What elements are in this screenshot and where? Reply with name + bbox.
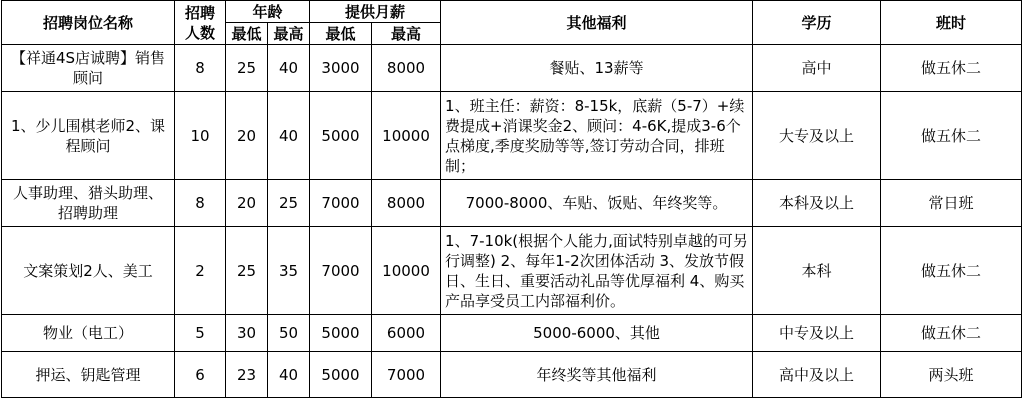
cell-age-max: 35: [268, 227, 310, 315]
cell-shift: 两头班: [881, 352, 1022, 398]
cell-salary-max: 8000: [372, 45, 441, 92]
cell-benefits: 餐贴、13薪等: [441, 45, 753, 92]
cell-position: 押运、钥匙管理: [2, 352, 175, 398]
header-salary: 提供月薪: [310, 1, 441, 23]
cell-headcount: 8: [175, 180, 226, 227]
cell-salary-max: 10000: [372, 227, 441, 315]
header-position: 招聘岗位名称: [2, 1, 175, 45]
table-row: [2, 315, 1022, 352]
cell-salary-min: 3000: [310, 45, 372, 92]
cell-salary-max: 7000: [372, 352, 441, 398]
cell-salary-min: 7000: [310, 180, 372, 227]
header-headcount-line1: 招聘: [184, 3, 215, 22]
cell-age-min: 23: [226, 352, 268, 398]
cell-salary-min: 7000: [310, 227, 372, 315]
cell-position: 1、少儿围棋老师2、课程顾问: [2, 92, 175, 180]
header-headcount: [175, 1, 226, 45]
cell-salary-max: 8000: [372, 180, 441, 227]
cell-salary-min: 5000: [310, 315, 372, 352]
header-salary-min: 最低: [310, 23, 372, 45]
cell-education: 大专及以上: [753, 92, 881, 180]
cell-benefits: 年终奖等其他福利: [441, 352, 753, 398]
table-row: [2, 227, 1022, 315]
cell-shift: 做五休二: [881, 92, 1022, 180]
cell-age-max: 40: [268, 45, 310, 92]
cell-position: 文案策划2人、美工: [2, 227, 175, 315]
cell-position: 【祥通4S店诚聘】销售顾问: [2, 45, 175, 92]
cell-headcount: 2: [175, 227, 226, 315]
cell-age-min: 20: [226, 180, 268, 227]
job-table: [1, 0, 1022, 398]
header-age-max: 最高: [268, 23, 310, 45]
cell-age-max: 40: [268, 92, 310, 180]
cell-age-min: 25: [226, 45, 268, 92]
cell-salary-min: 5000: [310, 352, 372, 398]
table-row: [2, 92, 1022, 180]
cell-shift: 做五休二: [881, 45, 1022, 92]
cell-age-max: 50: [268, 315, 310, 352]
table-row: [2, 180, 1022, 227]
cell-headcount: 10: [175, 92, 226, 180]
cell-education: 高中: [753, 45, 881, 92]
cell-benefits: 1、7-10k(根据个人能力,面试特别卓越的可另行调整) 2、每年1-2次团体活动 3、发放节假日、生日、重要活动礼品等优厚福利 4、购买产品享受员工内部福利价。: [441, 227, 753, 315]
cell-age-min: 20: [226, 92, 268, 180]
header-row-1: [2, 1, 1022, 23]
cell-age-min: 30: [226, 315, 268, 352]
cell-age-min: 25: [226, 227, 268, 315]
header-shift: 班时: [881, 1, 1022, 45]
cell-salary-max: 6000: [372, 315, 441, 352]
cell-benefits: 5000-6000、其他: [441, 315, 753, 352]
cell-salary-max: 10000: [372, 92, 441, 180]
table-row: [2, 352, 1022, 398]
table-row: [2, 45, 1022, 92]
cell-benefits: 7000-8000、车贴、饭贴、年终奖等。: [441, 180, 753, 227]
cell-education: 中专及以上: [753, 315, 881, 352]
cell-shift: 常日班: [881, 180, 1022, 227]
cell-age-max: 25: [268, 180, 310, 227]
header-age-min: 最低: [226, 23, 268, 45]
cell-education: 本科及以上: [753, 180, 881, 227]
cell-age-max: 40: [268, 352, 310, 398]
cell-salary-min: 5000: [310, 92, 372, 180]
cell-benefits: 1、班主任：薪资：8-15k，底薪（5-7）+续费提成+消课奖金2、顾问：4-6K,提成3-6个点梯度,季度奖励等等,签订劳动合同，排班制；: [441, 92, 753, 180]
header-salary-max: 最高: [372, 23, 441, 45]
cell-position: 物业（电工）: [2, 315, 175, 352]
header-education: 学历: [753, 1, 881, 45]
cell-position: 人事助理、猎头助理、招聘助理: [2, 180, 175, 227]
cell-shift: 做五休二: [881, 315, 1022, 352]
header-headcount-line2: 人数: [184, 23, 215, 42]
cell-headcount: 6: [175, 352, 226, 398]
cell-headcount: 5: [175, 315, 226, 352]
cell-education: 本科: [753, 227, 881, 315]
header-age: 年龄: [226, 1, 310, 23]
header-benefits: 其他福利: [441, 1, 753, 45]
cell-education: 高中及以上: [753, 352, 881, 398]
cell-headcount: 8: [175, 45, 226, 92]
cell-shift: 做五休二: [881, 227, 1022, 315]
